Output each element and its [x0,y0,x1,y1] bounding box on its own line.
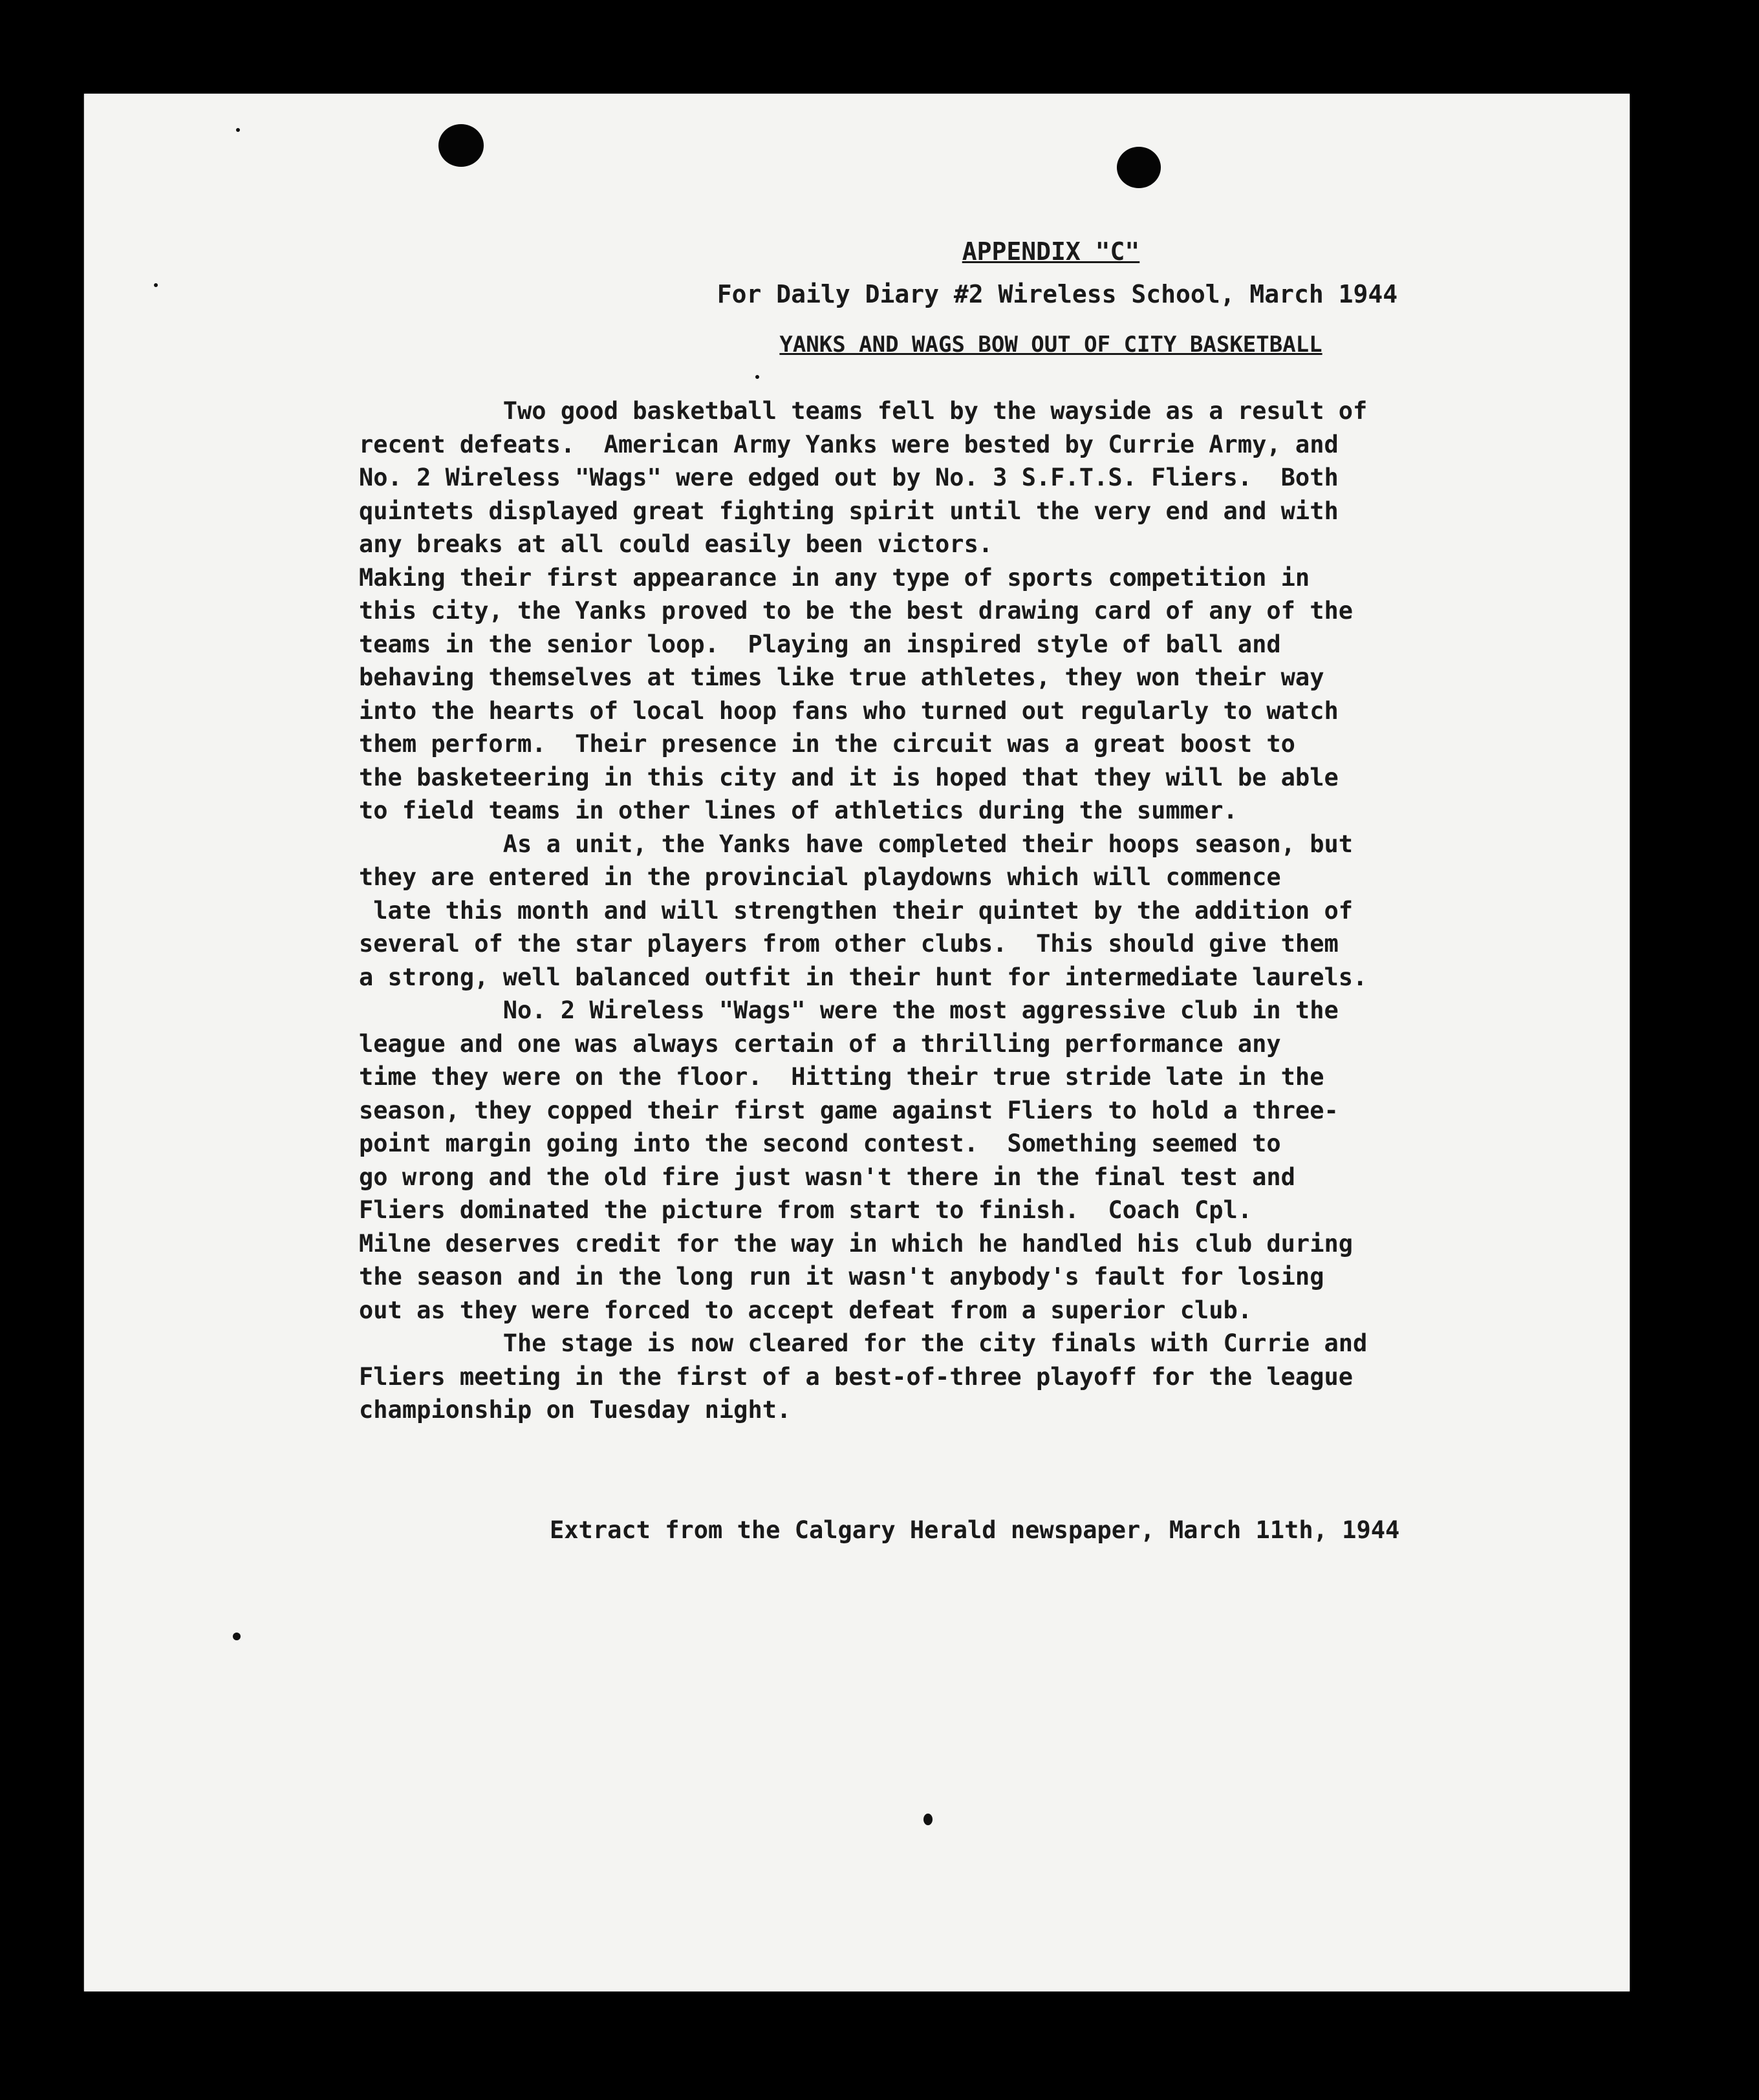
article-line: Two good basketball teams fell by the wayside as a result of [359,397,1368,425]
article-line: Milne deserves credit for the way in which he handled his club during [359,1229,1354,1258]
article-line: quintets displayed great fighting spirit until the very end and with [359,497,1339,525]
article-line: Fliers dominated the picture from start to finish. Coach Cpl. [359,1196,1253,1224]
punch-hole [1117,147,1161,188]
article-line: several of the star players from other clubs. This should give them [359,930,1339,958]
article-line: late this month and will strengthen their quintet by the addition of [359,896,1354,925]
article-line: recent defeats. American Army Yanks were bested by Currie Army, and [359,430,1339,458]
article-line: they are entered in the provincial playdowns which will commence [359,863,1281,891]
ink-speck [755,375,759,379]
article-line: The stage is now cleared for the city finals with Currie and [359,1329,1368,1357]
article-line: teams in the senior loop. Playing an inspired style of ball and [359,630,1281,658]
article-line: No. 2 Wireless "Wags" were the most aggressive club in the [359,996,1339,1024]
article-body [359,394,1588,1427]
appendix-title: APPENDIX "C" [962,237,1140,266]
article-line: No. 2 Wireless "Wags" were edged out by No. 3 S.F.T.S. Fliers. Both [359,464,1339,491]
ink-speck [154,283,158,287]
source-note: Extract from the Calgary Herald newspaper, March 11th, 1944 [550,1516,1400,1544]
article-line: to field teams in other lines of athletics during the summer. [359,797,1238,824]
article-line: into the hearts of local hoop fans who turned out regularly to watch [359,696,1339,725]
ink-speck [923,1814,933,1825]
article-line: out as they were forced to accept defeat from a superior club. [359,1296,1253,1324]
article-line: league and one was always certain of a thrilling performance any [359,1029,1281,1058]
article-line: go wrong and the old fire just wasn't there in the final test and [359,1162,1295,1191]
punch-hole [438,124,484,167]
article-line: As a unit, the Yanks have completed their hoops season, but [359,830,1354,858]
diary-line: For Daily Diary #2 Wireless School, March 1944 [717,280,1398,308]
article-line: championship on Tuesday night. [359,1396,792,1424]
article-line: any breaks at all could easily been victors. [359,530,993,558]
article-line: them perform. Their presence in the circuit was a great boost to [359,730,1295,758]
article-line: time they were on the floor. Hitting their true stride late in the [359,1063,1324,1091]
article-line: Making their first appearance in any type of sports competition in [359,563,1310,592]
article-line: behaving themselves at times like true athletes, they won their way [359,663,1324,691]
document-page [84,94,1630,1991]
article-line: point margin going into the second contest. Something seemed to [359,1130,1281,1157]
article-line: Fliers meeting in the first of a best-of-three playoff for the league [359,1362,1354,1391]
article-line: this city, the Yanks proved to be the best drawing card of any of the [359,597,1354,625]
ink-speck [236,128,240,132]
article-line: the basketeering in this city and it is hoped that they will be able [359,763,1339,791]
article-line: season, they copped their first game against Fliers to hold a three- [359,1096,1339,1124]
ink-speck [233,1633,241,1640]
article-line: a strong, well balanced outfit in their hunt for intermediate laurels. [359,963,1368,991]
article-headline: YANKS AND WAGS BOW OUT OF CITY BASKETBALL [779,332,1322,358]
article-line: the season and in the long run it wasn't anybody's fault for losing [359,1263,1324,1291]
